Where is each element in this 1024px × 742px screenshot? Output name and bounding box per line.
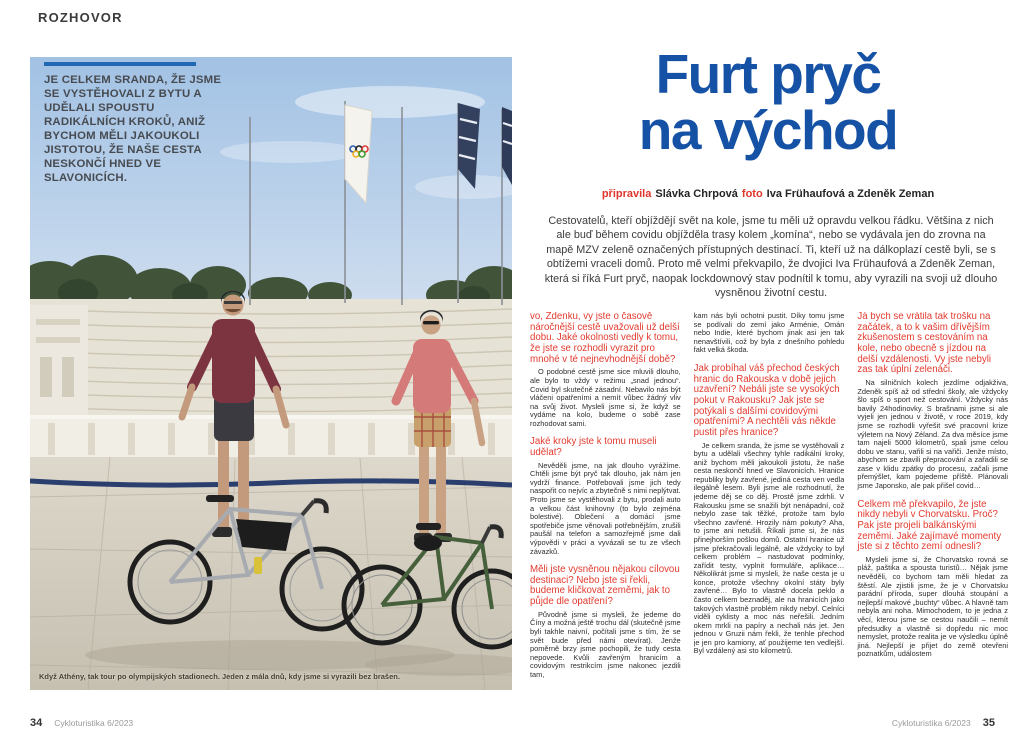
byline xyxy=(528,188,1008,200)
byline-photo-names: Iva Frühaufová a Zdeněk Zeman xyxy=(766,188,935,200)
interview-answer: Je celkem sranda, že jsme se vystěhovali z bytu a udělali všechny tyhle radikální kroky, aniž bychom měli jakoukoli jistotu, že naše cesta neskončí hned ve Slavonicích. Hranice republiky byly zavřené, jediná cesta ven vedla ilegálně lesem. Byli jsme ale rozhodnutí, že jedeme děj se co děj. Prostě jsme zdrhli. V Rakousku jsme se snažili být nenápadní, což nebylo zase tak těžké, protože tam bylo všechno zavřené. Hrozily nám pokuty? Aha, to jsme ani netušili. Říkali jsme si, že nás přinejhorším pošlou domů. Ostatní hranice už jsme překračovali legálně, ale vždycky to byl celkem problém – nastudovat podmínky, zařídit testy, vyplnit formuláře, aplikace… Několikrát jsme si mysleli, že naše cesta je u konce, protože všechny okolní státy byly zavřené… Bylo to vlastně docela peklo a často celkem beznaděj, ale na hranicích jako takových vlastně problém nikdy nebyl. Celníci viděli cyklisty a moc nás neřešili. Jedním okem mrkli na papíry a nechali nás jet. Jen jednou v Gruzii nám řekli, že tenhle přechod je jen pro kamiony, ať použijeme ten vedlejší. Byl vzdálený asi sto kilometrů. xyxy=(693,440,845,656)
section-label: ROZHOVOR xyxy=(38,10,123,25)
column-1 xyxy=(530,312,681,715)
column-2 xyxy=(694,312,845,715)
interview-question: Celkem mě překvapilo, že jste nikdy nebyli v Chorvatsku. Proč? Pak jste projeli balkánskými zeměmi. Jaké zajímavé momenty jste si z těchto zemí odnesli? xyxy=(857,498,1002,553)
page-number-left: 34 xyxy=(30,717,43,729)
column-3 xyxy=(857,312,1008,715)
interview-question: Já bych se vrátila tak trošku na začátek, a to k vašim dřívějším zkušenostem s cestováním na kole, nebo obecně s jízdou na delší vzdálenosti. Vy jste nebyli zas tak úplní zelenáči. xyxy=(857,312,992,376)
pull-quote xyxy=(44,62,234,185)
article-lead: Cestovatelů, kteří objíždějí svět na kole, jsme tu měli už opravdu velkou řádku. Většina z nich ale buď během covidu objížděla trasy kolem „komína“, nebo se vydávala jen do zrovna na mapě MZV zeleně označených přístupných destinací. Ti, kteří už na dálkoplazí cestě byli, se s obtížemi vraceli domů. Proto mě velmi překvapilo, že dvojici Iva Frühaufová a Zdeněk Zeman, která si říká Furt pryč, naopak lockdownový stav podnítil k tomu, aby vyrazili na svoji už dlouho vysněnou životní cestu. xyxy=(544,215,998,300)
interview-answer: Na silničních kolech jezdíme odjakživa, Zdeněk spíš až od střední školy, ale vždycky šlo spíš o sport než cestování. Vždycky nás bavily 24hodinovky. S brašnami jsme si ale vyjeli jen jednou v životě, v roce 2019, kdy jsme se rozhodli vyřešit své pracovní krize výletem na Nový Zéland. Za dva měsíce jsme tam najeli 5000 kilometrů, spali jsme celou dobu ve stanu, vařili si na vařiči. Jenže místo, abychom se zbavili přepracování a zařadili se zase v klidu zpátky do procesu, začali jsme přemýšlet, kam pojedeme příště. Plánovali jsme Japonsko, ale pak přišel covid… xyxy=(857,378,1008,490)
interview-question: vo, Zdenku, vy jste o časově náročnější cestě uvažovali už delší dobu. Jaké okolnosti vedly k tomu, že jste se rozhodli vyrazit pro mnohé v té nejnevhodnější době? xyxy=(530,312,680,365)
article-title-line2: na východ xyxy=(638,99,898,162)
article-columns xyxy=(530,312,1008,715)
footer-left xyxy=(30,717,133,729)
page-number-right: 35 xyxy=(982,717,995,729)
byline-prepared-name: Slávka Chrpová xyxy=(655,188,738,200)
spread-photo xyxy=(30,57,512,690)
interview-question: Jaké kroky jste k tomu museli udělat? xyxy=(530,436,657,459)
interview-answer: Nevěděli jsme, na jak dlouho vyrážíme. Chtěli jsme být pryč tak dlouho, jak nám jen vydrží finance. Potřebovali jsme jich tedy naspořit co nejvíc a zbytečně s nimi neplýtvat. Proto jsme se vystěhovali z bytu, prodali auto a velkou část knihovny (to bylo zejména bolestivé). Oblečení a domácí jsme spotřebiče jsme věnovali potřebnějším, zrušili paušál na telefon a samozřejmě jsme dali výpovědi v práci a vyvázali se tu ze všech závazků. xyxy=(530,460,681,556)
footer-right xyxy=(892,717,995,729)
byline-prepared-label: připravila xyxy=(601,188,652,200)
interview-answer: Původně jsme si mysleli, že jedeme do Číny a možná ještě trochu dál (skutečně jsme byli takhle naivní, počítali jsme s tím, že se svět bude před námi otevírat). Jenže poměrně brzy jsme pochopili, že tudy cesta nepovede. Kvůli zavřeným hranicím a covidovým restrikcím jsme nakonec jezdili tam, xyxy=(530,609,681,679)
photo-caption: Když Athény, tak tour po olympijských stadionech. Jeden z mála dnů, kdy jsme si vyrazili bez brašen. xyxy=(39,672,400,681)
interview-answer: Mysleli jsme si, že Chorvatsko rovná se pláž, paštika a spousta turistů… Nějak jsme nevěděli, co bychom tam měli hledat za štěstí. Ale zjistili jsme, že je v Chorvatsku parádní příroda, super dlouhá stoupání a nejlepší makové „buchty“ vůbec. A hlavně tam nebyla ani noha. Mimochodem, to je jedna z věcí, kterou jsme se cestou naučili – nemít předsudky a vlastně si dopředu nic moc nemyslet, protože realita je ve výsledku úplně jiná. Nejlepší je přijet do země otevřeni poznatkům, událostem xyxy=(857,554,1008,659)
quote-accent-bar xyxy=(44,62,196,66)
interview-question: Jak probíhal váš přechod českých hranic do Rakouska v době jejich uzavření? Nebáli jste se vysokých pokut v Rakousku? Jak jste se potýkali s dalšími covidovými opatřeními? A nechtěli vás někde pustit přes hranice? xyxy=(693,362,840,438)
interview-answer: kam nás byli ochotni pustit. Díky tomu jsme se podívali do zemí jako Arménie, Omán nebo Indie, které bychom jinak asi jen tak nenavštívili, což by byla z dnešního pohledu fakt velká škoda. xyxy=(693,312,845,355)
interview-answer: O podobné cestě jsme sice mluvili dlouho, ale bylo to vždy v režimu „snad jednou“. Covid byl skutečně zásadní. Nebavilo nás být vláčeni opatřeními a nemít vůbec žádný vliv na svůj život. Mysleli jsme si, že když se vydáme na kolo, budeme o sobě zase rozhodovat sami. xyxy=(530,367,681,428)
magazine-issue-left: Cykloturistika 6/2023 xyxy=(54,718,134,728)
article-title-line1: Furt pryč xyxy=(655,43,881,105)
pull-quote-text: JE CELKEM SRANDA, ŽE JSME SE VYSTĚHOVALI Z BYTU A UDĚLALI SPOUSTU RADIKÁLNÍCH KROKŮ, ANIŽ BYCHOM MĚLI JAKOUKOLI JISTOTOU, ŽE NAŠE CESTA NESKONČÍ HNED VE SLAVONICÍCH. xyxy=(44,74,222,185)
article-title xyxy=(528,43,1008,162)
magazine-issue-right: Cykloturistika 6/2023 xyxy=(891,718,971,728)
byline-photo-label: foto xyxy=(741,188,763,200)
interview-question: Měli jste vysněnou nějakou cílovou destinaci? Nebo jste si řekli, budeme kličkovat zeměmi, jak to půjde dle opatření? xyxy=(530,564,680,608)
